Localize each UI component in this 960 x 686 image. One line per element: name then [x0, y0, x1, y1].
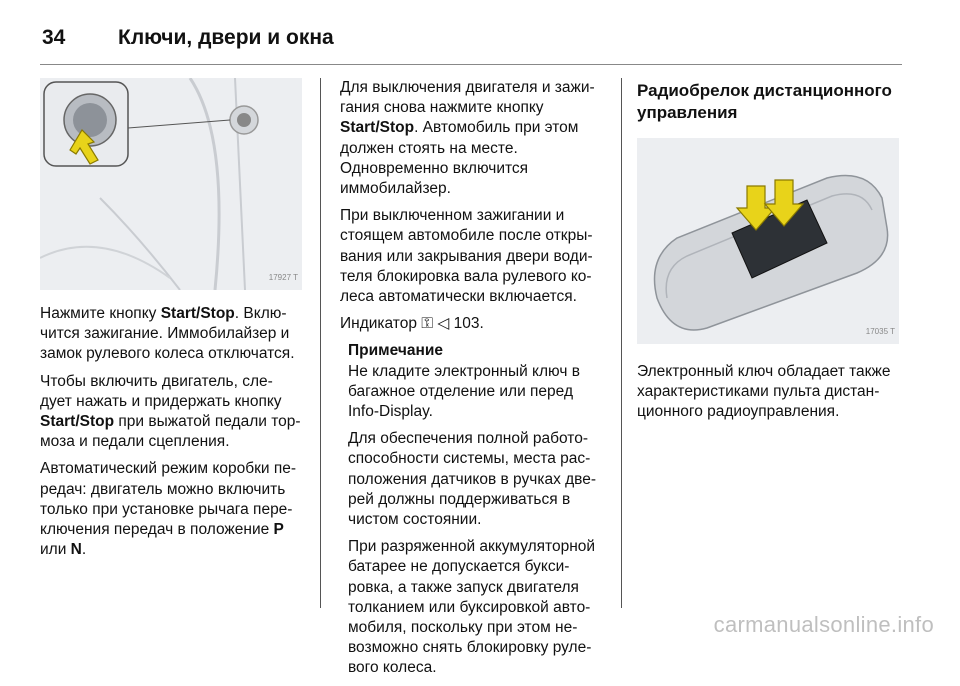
note-block	[340, 341, 604, 678]
section-title: Радиобрелок дистанционного управления	[637, 81, 892, 122]
text: Для выключения двигателя и зажи-гания снова нажмите кнопку	[340, 79, 595, 117]
text: Чтобы включить двигатель, сле-дует нажать и придержать кнопку	[40, 372, 282, 410]
dashboard-drawing	[40, 78, 302, 290]
button-name: Start/Stop	[160, 305, 235, 322]
column-divider	[320, 78, 321, 608]
text: при выжатой педали тор-моза и педали сцепления.	[40, 413, 301, 451]
note-paragraph: При разряженной аккумуляторной батарее не допускается букси-ровка, а также запуск двигателя толканием или буксировкой авто-мобиля, поскольку при этом не-возможно снять блокировку руле-вого колеса.	[348, 538, 596, 677]
column-divider	[621, 78, 622, 608]
paragraph	[40, 304, 302, 365]
note-title: Примечание	[348, 342, 443, 360]
text: . Вклю-чится зажигание. Иммобилайзер и замок рулевого колеса отключатся.	[40, 305, 295, 363]
key-indicator-icon: ⚿	[421, 315, 434, 333]
text: . Автомобиль при этом должен стоять на месте. Одновременно включится иммобилайзер.	[340, 119, 579, 198]
page-number: 34	[42, 26, 66, 49]
image-code: 17927 T	[268, 272, 298, 282]
image-code: 17035 T	[865, 326, 895, 336]
paragraph	[40, 459, 302, 560]
paragraph	[340, 314, 604, 334]
text: Индикатор	[340, 315, 422, 333]
page-reference[interactable]: 103.	[453, 315, 484, 333]
paragraph	[340, 78, 604, 199]
reference-arrow-icon: ◁	[437, 315, 450, 333]
header-rule	[40, 64, 902, 65]
button-name: Start/Stop	[340, 119, 415, 137]
text: Нажмите кнопку	[40, 305, 161, 322]
page-header	[42, 18, 334, 58]
note-paragraph: Не кладите электронный ключ в багажное отделение или перед Info-Display.	[348, 362, 580, 421]
paragraph: Электронный ключ обладает также характеристиками пульта дистан-ционного радиоуправления.	[637, 363, 891, 421]
text: Автоматический режим коробки пе-редач: двигатель можно включить только при установке рычага пере-ключения передач в положение	[40, 460, 296, 539]
paragraph: При выключенном зажигании и стоящем автомобиле после откры-вания или закрывания двери води-теля блокировка вала рулевого ко-леса автоматически включается.	[340, 207, 593, 306]
watermark: carmanualsonline.info	[713, 612, 934, 637]
text: .	[81, 541, 87, 559]
button-name: Start/Stop	[40, 413, 115, 431]
remote-key-drawing	[637, 138, 899, 344]
gear-position: P	[273, 521, 284, 539]
note-paragraph: Для обеспечения полной работо-способности системы, места рас-положения датчиков в ручках две-рей должны поддерживаться в чистом состоянии.	[348, 430, 597, 529]
start-stop-illustration	[40, 78, 302, 290]
column-2	[340, 78, 604, 686]
column-1	[40, 78, 302, 567]
column-3	[637, 78, 907, 430]
remote-key-illustration	[637, 138, 899, 344]
text: или	[40, 541, 71, 559]
chapter-title: Ключи, двери и окна	[118, 26, 334, 49]
gear-position: N	[70, 541, 82, 559]
paragraph	[40, 372, 302, 453]
